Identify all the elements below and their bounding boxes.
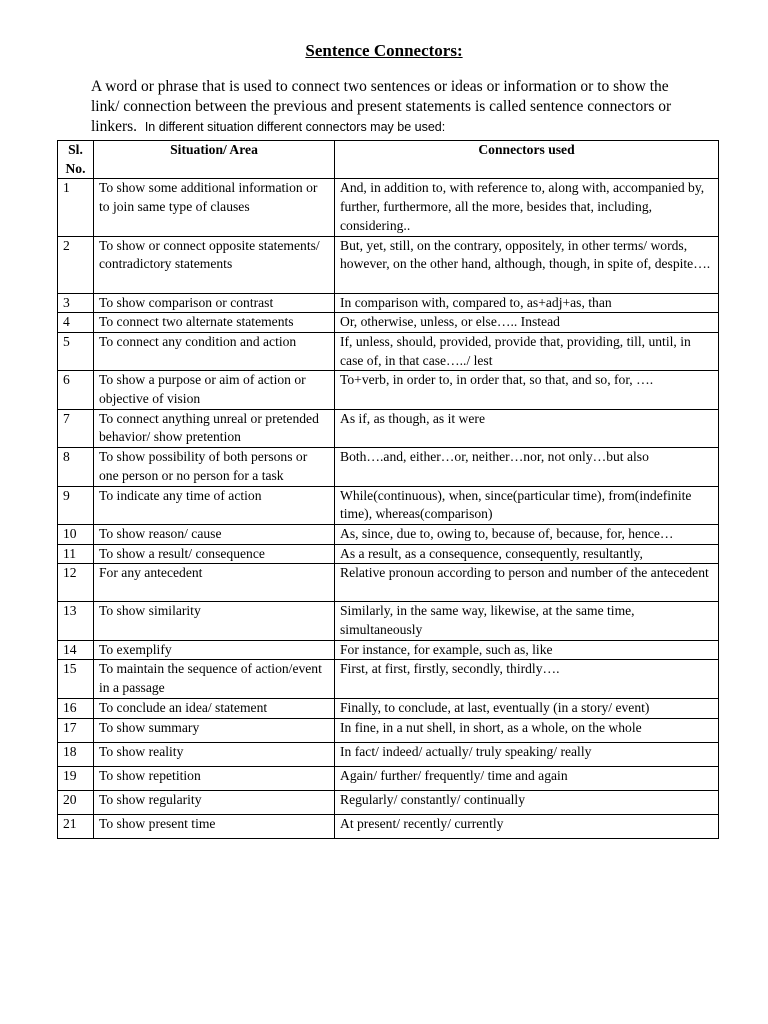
table-row — [58, 766, 719, 790]
row-number: 1 — [58, 179, 94, 236]
row-connectors: In fact/ indeed/ actually/ truly speaking/ really — [335, 742, 719, 766]
row-connectors: In fine, in a nut shell, in short, as a whole, on the whole — [335, 718, 719, 742]
table-row — [58, 179, 719, 236]
row-connectors: Regularly/ constantly/ continually — [335, 790, 719, 814]
page-title: Sentence Connectors: — [305, 41, 463, 60]
row-situation: To show similarity — [94, 602, 335, 640]
table-row — [58, 448, 719, 486]
row-number: 17 — [58, 718, 94, 742]
row-number: 14 — [58, 640, 94, 660]
row-number: 2 — [58, 236, 94, 293]
row-situation: To exemplify — [94, 640, 335, 660]
row-connectors: For instance, for example, such as, like — [335, 640, 719, 660]
row-connectors: And, in addition to, with reference to, along with, accompanied by, further, furthermore, all the more, besides that, including, considering.. — [335, 179, 719, 236]
row-number: 19 — [58, 766, 94, 790]
row-situation: To indicate any time of action — [94, 486, 335, 524]
intro-text: A word or phrase that is used to connect two sentences or ideas or information or to show the link/ connection between the previous and present statements is called sentence connectors or linkers. — [91, 78, 672, 135]
row-situation: To show possibility of both persons or one person or no person for a task — [94, 448, 335, 486]
row-connectors: Finally, to conclude, at last, eventually (in a story/ event) — [335, 698, 719, 718]
table-row — [58, 698, 719, 718]
row-situation: To show summary — [94, 718, 335, 742]
header-connectors: Connectors used — [335, 141, 719, 179]
row-connectors: As, since, due to, owing to, because of, because, for, hence… — [335, 524, 719, 544]
row-connectors: To+verb, in order to, in order that, so that, and so, for, …. — [335, 371, 719, 409]
row-connectors: At present/ recently/ currently — [335, 814, 719, 838]
row-number: 5 — [58, 332, 94, 370]
row-number: 4 — [58, 313, 94, 333]
row-number: 13 — [58, 602, 94, 640]
table-row — [58, 313, 719, 333]
row-situation: To show some additional information or to join same type of clauses — [94, 179, 335, 236]
table-body — [58, 179, 719, 838]
table-row — [58, 602, 719, 640]
row-situation: To show a result/ consequence — [94, 544, 335, 564]
row-connectors: As a result, as a consequence, consequently, resultantly, — [335, 544, 719, 564]
header-situation: Situation/ Area — [94, 141, 335, 179]
row-situation: To connect any condition and action — [94, 332, 335, 370]
row-number: 7 — [58, 409, 94, 447]
row-connectors: Both….and, either…or, neither…nor, not only…but also — [335, 448, 719, 486]
row-number: 18 — [58, 742, 94, 766]
table-row — [58, 332, 719, 370]
row-connectors: Again/ further/ frequently/ time and again — [335, 766, 719, 790]
row-connectors: As if, as though, as it were — [335, 409, 719, 447]
row-connectors: If, unless, should, provided, provide that, providing, till, until, in case of, in that case…../ lest — [335, 332, 719, 370]
row-number: 8 — [58, 448, 94, 486]
row-connectors: First, at first, firstly, secondly, thirdly…. — [335, 660, 719, 698]
row-situation: To connect anything unreal or pretended behavior/ show pretention — [94, 409, 335, 447]
header-sl-no: Sl. No. — [58, 141, 94, 179]
row-number: 21 — [58, 814, 94, 838]
row-connectors: Or, otherwise, unless, or else….. Instead — [335, 313, 719, 333]
table-row — [58, 814, 719, 838]
row-situation: To show repetition — [94, 766, 335, 790]
table-row — [58, 371, 719, 409]
row-connectors: While(continuous), when, since(particular time), from(indefinite time), whereas(comparison) — [335, 486, 719, 524]
row-number: 15 — [58, 660, 94, 698]
row-situation: To show a purpose or aim of action or objective of vision — [94, 371, 335, 409]
row-situation: For any antecedent — [94, 564, 335, 602]
row-number: 12 — [58, 564, 94, 602]
row-number: 16 — [58, 698, 94, 718]
table-row — [58, 640, 719, 660]
table-row — [58, 742, 719, 766]
row-connectors: But, yet, still, on the contrary, oppositely, in other terms/ words, however, on the other hand, although, though, in spite of, despite…. — [335, 236, 719, 293]
table-row — [58, 236, 719, 293]
table-row — [58, 660, 719, 698]
table-row — [58, 486, 719, 524]
row-number: 3 — [58, 293, 94, 313]
row-number: 6 — [58, 371, 94, 409]
row-situation: To connect two alternate statements — [94, 313, 335, 333]
table-row — [58, 718, 719, 742]
table-row — [58, 544, 719, 564]
row-connectors: Similarly, in the same way, likewise, at the same time, simultaneously — [335, 602, 719, 640]
row-situation: To conclude an idea/ statement — [94, 698, 335, 718]
intro-paragraph — [91, 77, 691, 137]
table-row — [58, 409, 719, 447]
row-situation: To show regularity — [94, 790, 335, 814]
table-row — [58, 564, 719, 602]
row-situation: To show reality — [94, 742, 335, 766]
connectors-table — [57, 140, 719, 839]
row-connectors: In comparison with, compared to, as+adj+as, than — [335, 293, 719, 313]
row-number: 11 — [58, 544, 94, 564]
row-number: 10 — [58, 524, 94, 544]
row-situation: To maintain the sequence of action/event in a passage — [94, 660, 335, 698]
table-row — [58, 524, 719, 544]
row-number: 20 — [58, 790, 94, 814]
row-number: 9 — [58, 486, 94, 524]
row-situation: To show comparison or contrast — [94, 293, 335, 313]
row-situation: To show present time — [94, 814, 335, 838]
intro-note: In different situation different connectors may be used: — [144, 120, 446, 134]
table-header-row — [58, 141, 719, 179]
row-situation: To show or connect opposite statements/ contradictory statements — [94, 236, 335, 293]
row-situation: To show reason/ cause — [94, 524, 335, 544]
table-row — [58, 790, 719, 814]
table-row — [58, 293, 719, 313]
row-connectors: Relative pronoun according to person and number of the antecedent — [335, 564, 719, 602]
